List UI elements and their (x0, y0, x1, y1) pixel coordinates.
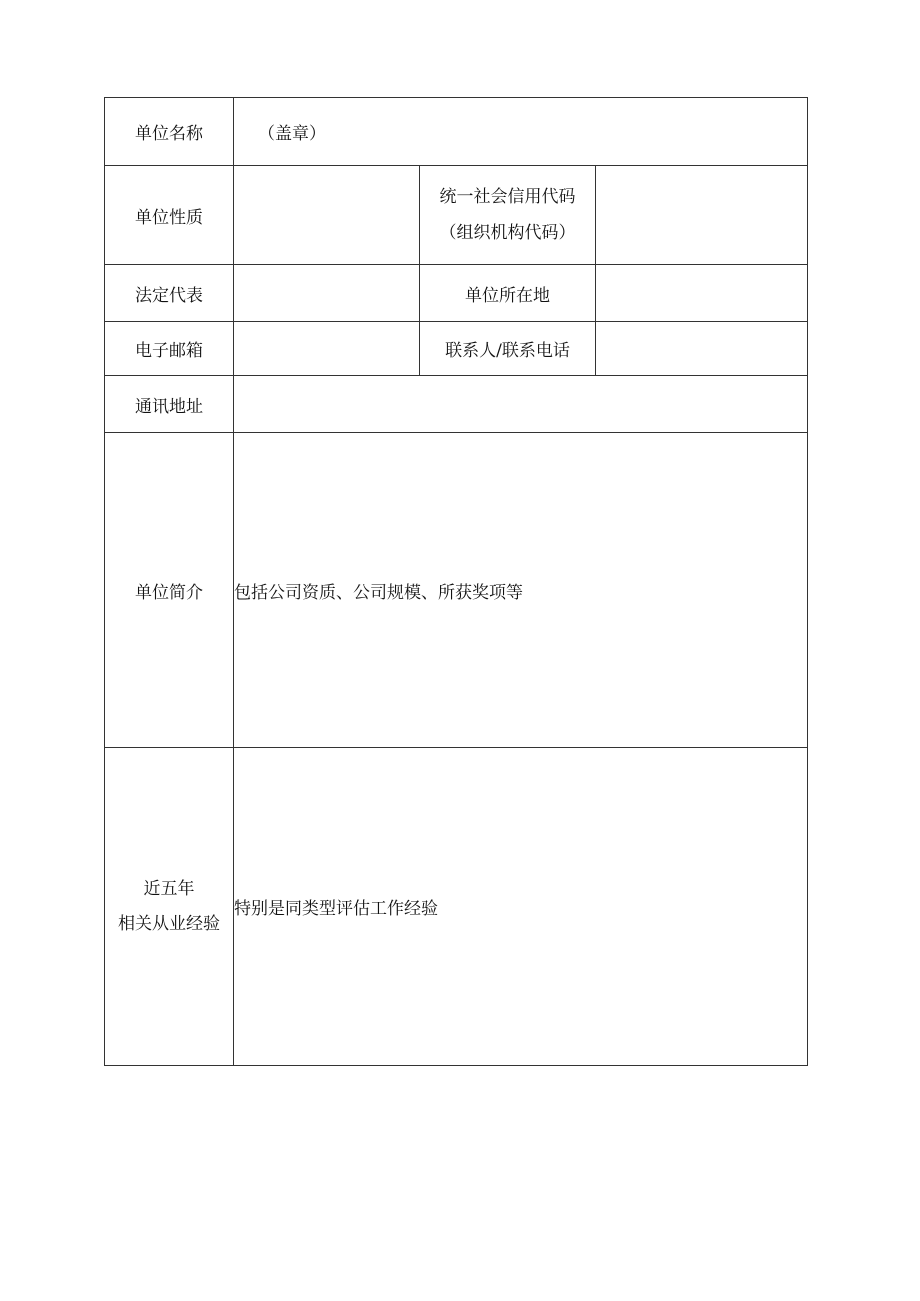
location-label: 单位所在地 (420, 265, 596, 322)
row-profile (105, 433, 808, 748)
credit-code-label-line2: （组织机构代码） (439, 223, 576, 243)
location-field[interactable] (596, 265, 808, 322)
experience-field[interactable]: 特别是同类型评估工作经验 (234, 748, 808, 1066)
experience-label-line1: 近五年 (143, 879, 195, 900)
row-experience (105, 748, 808, 1066)
row-legal-rep (105, 265, 808, 322)
experience-label-line2: 相关从业经验 (118, 913, 220, 934)
address-field[interactable] (234, 376, 808, 433)
contact-label: 联系人/联系电话 (420, 322, 596, 376)
contact-field[interactable] (596, 322, 808, 376)
row-unit-nature (105, 166, 808, 265)
unit-name-field[interactable]: （盖章） (234, 98, 808, 166)
email-label: 电子邮箱 (105, 322, 234, 376)
row-address (105, 376, 808, 433)
credit-code-label-line1: 统一社会信用代码 (439, 186, 576, 207)
profile-label: 单位简介 (105, 433, 234, 748)
address-label: 通讯地址 (105, 376, 234, 433)
experience-label (105, 748, 234, 1066)
profile-field[interactable]: 包括公司资质、公司规模、所获奖项等 (234, 433, 808, 748)
unit-name-label: 单位名称 (105, 98, 234, 166)
email-field[interactable] (234, 322, 420, 376)
unit-nature-field[interactable] (234, 166, 420, 265)
unit-info-form (104, 97, 808, 1066)
row-email (105, 322, 808, 376)
legal-rep-label: 法定代表 (105, 265, 234, 322)
credit-code-field[interactable] (596, 166, 808, 265)
unit-nature-label: 单位性质 (105, 166, 234, 265)
credit-code-label (420, 166, 596, 265)
row-unit-name (105, 98, 808, 166)
legal-rep-field[interactable] (234, 265, 420, 322)
